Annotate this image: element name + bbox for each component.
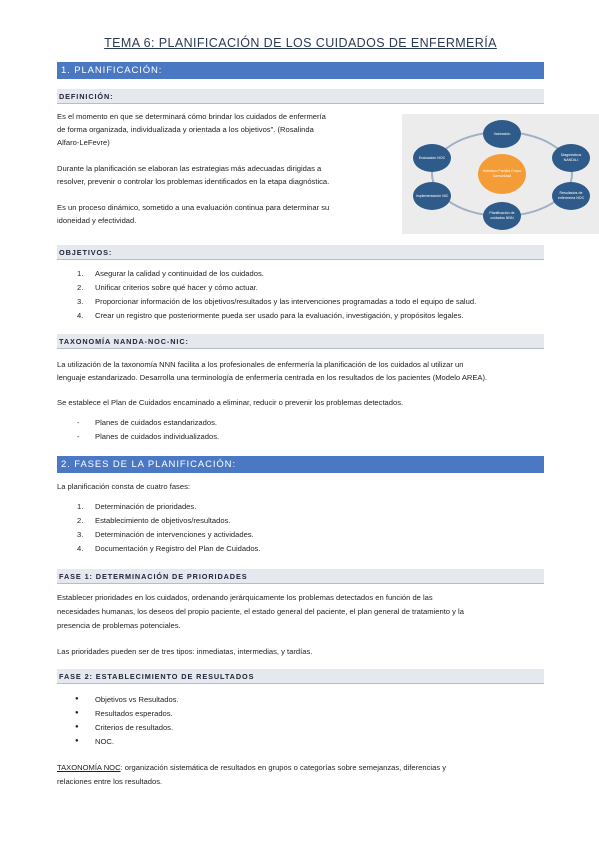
cycle-node: Valoración	[483, 120, 521, 148]
cycle-node: Evaluación NOC	[413, 144, 451, 172]
list-item: Criterios de resultados.	[95, 723, 174, 732]
fase1-line: Establecer prioridades en los cuidados, ordenando jerárquicamente los problemas detectados en función de las	[57, 593, 433, 602]
fases-intro: La planificación consta de cuatro fases:	[57, 482, 190, 491]
list-marker: 3.	[77, 297, 84, 306]
subheading-objetivos: OBJETIVOS:	[57, 245, 544, 260]
list-item: Establecimiento de objetivos/resultados.	[95, 516, 231, 525]
list-item: Planes de cuidados estandarizados.	[95, 418, 218, 427]
planning-cycle-diagram	[402, 114, 599, 234]
list-item: Planes de cuidados individualizados.	[95, 432, 220, 441]
list-marker: 3.	[77, 530, 84, 539]
section-heading-fases: 2. FASES DE LA PLANIFICACIÓN:	[57, 456, 544, 473]
list-item: Objetivos vs Resultados.	[95, 695, 179, 704]
fase1-line: Las prioridades pueden ser de tres tipos: inmediatas, intermedias, y tardías.	[57, 647, 313, 656]
section-heading-planificacion: 1. PLANIFICACIÓN:	[57, 62, 544, 79]
list-marker: 1.	[77, 269, 84, 278]
list-item: Determinación de prioridades.	[95, 502, 197, 511]
definicion-line: Alfaro-LeFevre)	[57, 138, 110, 147]
fase1-line: presencia de problemas potenciales.	[57, 621, 181, 630]
list-marker: 2.	[77, 516, 84, 525]
list-item: Proporcionar información de los objetivos/resultados y las intervenciones programadas a todo el equipo de salud.	[95, 297, 477, 306]
list-marker: 4.	[77, 311, 84, 320]
subheading-fase1: FASE 1: DETERMINACIÓN DE PRIORIDADES	[57, 569, 544, 584]
subheading-taxonomia: TAXONOMÍA NANDA-NOC-NIC:	[57, 334, 544, 349]
bullet-icon: ●	[75, 710, 79, 716]
list-marker: 2.	[77, 283, 84, 292]
taxonomia-line: lenguaje estandarizado. Desarrolla una terminología de enfermería centrada en los resultados de los pacientes (Modelo AREA).	[57, 373, 488, 382]
definicion-line: resolver, prevenir o controlar los problemas identificados en la etapa diagnóstica.	[57, 177, 330, 186]
noc-definition-line	[57, 762, 446, 774]
bullet-icon: ●	[75, 696, 79, 702]
noc-definition-line: relaciones entre los resultados.	[57, 777, 163, 786]
list-marker: 4.	[77, 544, 84, 553]
noc-label: TAXONOMÍA NOC	[57, 763, 121, 772]
list-item: NOC.	[95, 737, 114, 746]
definicion-line: Es el momento en que se determinará cómo brindar los cuidados de enfermería	[57, 112, 326, 121]
cycle-node: Resultados de enfermería NOC	[552, 182, 590, 210]
list-item: Asegurar la calidad y continuidad de los cuidados.	[95, 269, 264, 278]
list-marker: -	[77, 418, 80, 427]
fase1-line: necesidades humanas, los deseos del propio paciente, el estado general del paciente, el plan general de tratamiento y la	[57, 607, 464, 616]
bullet-icon: ●	[75, 724, 79, 730]
list-item: Documentación y Registro del Plan de Cuidados.	[95, 544, 261, 553]
list-item: Crear un registro que posteriormente pueda ser usado para la evaluación, investigación, y propósitos legales.	[95, 311, 464, 320]
subheading-definicion: DEFINICIÓN:	[57, 89, 544, 104]
noc-definition-text: : organización sistemática de resultados en grupos o categorías sobre semejanzas, diferencias y	[120, 763, 447, 772]
taxonomia-line: Se establece el Plan de Cuidados encaminado a eliminar, reducir o prevenir los problemas detectados.	[57, 398, 404, 407]
subheading-fase2: FASE 2: ESTABLECIMIENTO DE RESULTADOS	[57, 669, 544, 684]
list-item: Determinación de intervenciones y actividades.	[95, 530, 254, 539]
cycle-node: Diagnósticos NANDA-I	[552, 144, 590, 172]
list-item: Resultados esperados.	[95, 709, 173, 718]
cycle-node: Planificación de cuidados NNN	[483, 202, 521, 230]
page-title: TEMA 6: PLANIFICACIÓN DE LOS CUIDADOS DE ENFERMERÍA	[104, 36, 497, 50]
definicion-line: Durante la planificación se elaboran las estrategias más adecuadas dirigidas a	[57, 164, 322, 173]
cycle-node: Implementación NIC	[413, 182, 451, 210]
list-marker: 1.	[77, 502, 84, 511]
cycle-center: Individuo Familia Grupo Comunidad	[478, 154, 526, 194]
list-item: Unificar criterios sobre qué hacer y cómo actuar.	[95, 283, 258, 292]
taxonomia-line: La utilización de la taxonomía NNN facilita a los profesionales de enfermería la planificación de los cuidados al utilizar un	[57, 360, 464, 369]
definicion-line: idoneidad y efectividad.	[57, 216, 137, 225]
bullet-icon: ●	[75, 738, 79, 744]
definicion-line: Es un proceso dinámico, sometido a una evaluación continua para determinar su	[57, 203, 330, 212]
definicion-line: de forma organizada, individualizada y orientada a los objetivos". (Rosalinda	[57, 125, 314, 134]
list-marker: -	[77, 432, 80, 441]
